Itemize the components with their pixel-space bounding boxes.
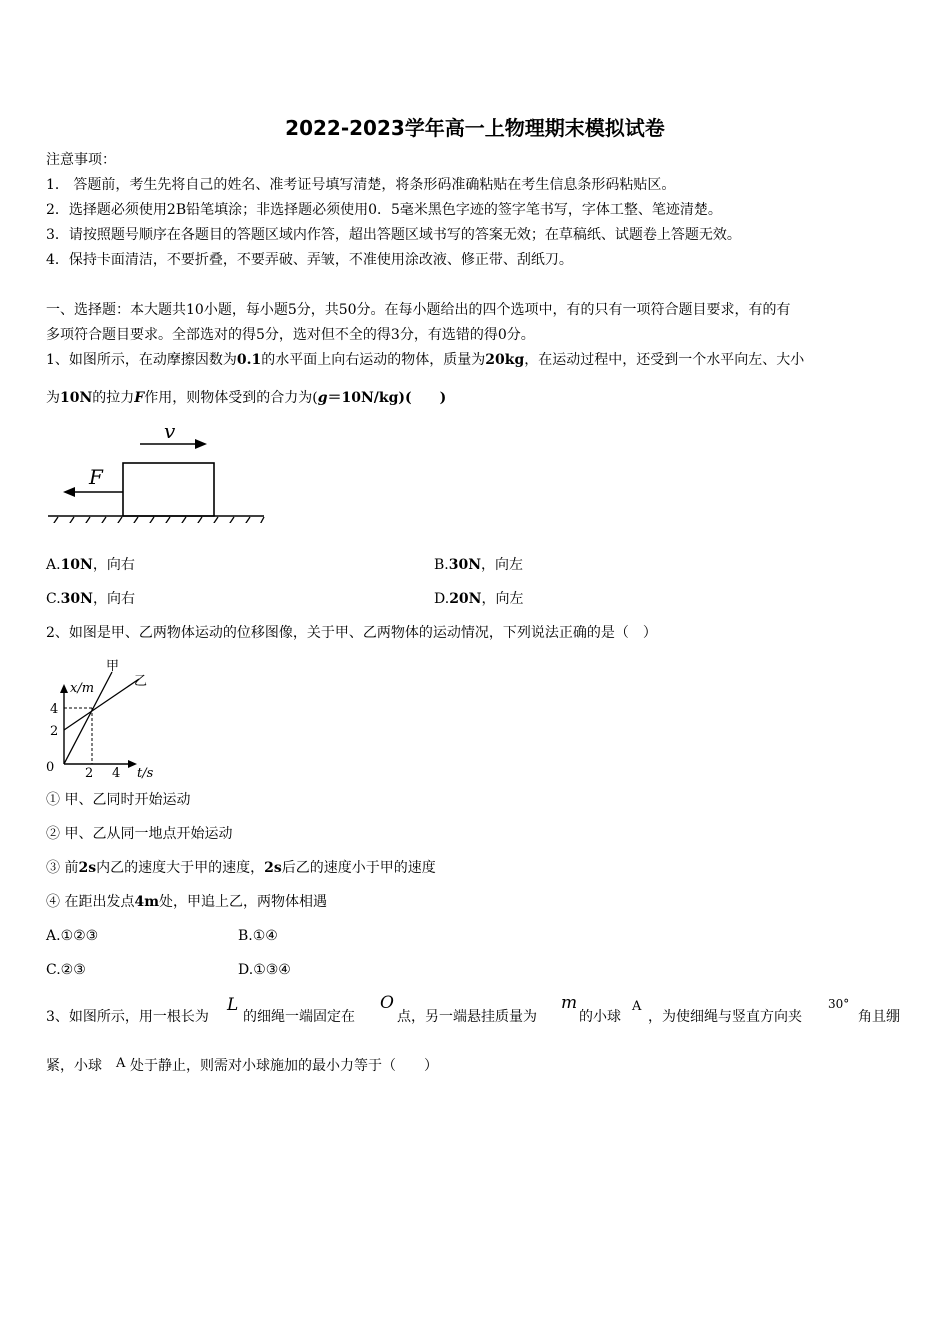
q2-statement-3: ③ 前2s内乙的速度大于甲的速度，2s后乙的速度小于甲的速度	[46, 860, 436, 876]
q2-option-a[interactable]: A.①②③	[46, 928, 99, 944]
q2-stem: 2、如图是甲、乙两物体运动的位移图像，关于甲、乙两物体的运动情况，下列说法正确的是（ ）	[46, 625, 657, 641]
section1-line1: 一、选择题：本大题共10小题，每小题5分，共50分。在每小题给出的四个选项中，有的只有一项符合题目要求，有的有	[46, 302, 791, 318]
q1-stem-line1	[46, 350, 916, 370]
q1-stem-line2	[46, 388, 916, 408]
notice-heading: 注意事项：	[46, 152, 116, 168]
q1-text: 的拉力	[92, 390, 135, 406]
graph-label-jia: 甲	[106, 659, 120, 674]
force-label: F	[89, 465, 103, 489]
notice-item-1: 1． 答题前，考生先将自己的姓名、准考证号填写清楚，将条形码准确粘贴在考生信息条形码粘贴区。	[46, 177, 676, 193]
q1-mu: 0.1	[236, 352, 262, 368]
q1-text: 1、如图所示，在动摩擦因数为	[46, 352, 237, 368]
q1-option-a[interactable]: A.10N，向右	[46, 557, 135, 573]
q1-F-symbol: F	[134, 390, 145, 406]
q3-A-symbol: A	[632, 999, 642, 1014]
q2-statement-4: ④ 在距出发点4m处，甲追上乙，两物体相遇	[46, 894, 328, 910]
page-title: 2022-2023学年高一上物理期末模拟试卷	[285, 116, 665, 140]
q3-text: 点，另一端悬挂质量为	[397, 1009, 537, 1025]
q2-statement-2: ② 甲、乙从同一地点开始运动	[46, 826, 233, 842]
notice-item-3: 3．请按照题号顺序在各题目的答题区域内作答，超出答题区域书写的答案无效；在草稿纸、试题卷上答题无效。	[46, 227, 741, 243]
q1-option-d[interactable]: D.20N，向左	[434, 591, 524, 607]
q3-text: 处于静止，则需对小球施加的最小力等于（ ）	[130, 1058, 438, 1074]
q2-statement-1: ① 甲、乙同时开始运动	[46, 792, 191, 808]
graph-xlabel: t/s	[137, 766, 154, 781]
q1-text: ＝10N/kg)( )	[327, 390, 447, 406]
q2-graph	[44, 654, 164, 782]
q1-g-symbol: g	[317, 390, 328, 406]
q3-text: 的小球	[579, 1009, 621, 1025]
velocity-label: v	[164, 419, 176, 443]
q2-option-c[interactable]: C.②③	[46, 962, 86, 978]
graph-ytick-2: 2	[50, 724, 59, 739]
graph-xtick-4: 4	[112, 766, 121, 781]
graph-label-yi: 乙	[134, 674, 148, 689]
velocity-arrowhead	[195, 439, 207, 449]
q1-text: 的水平面上向右运动的物体，质量为	[261, 352, 486, 368]
section1-line2: 多项符合题目要求。全部选对的得5分，选对但不全的得3分，有选错的得0分。	[46, 327, 535, 343]
q1-text: 作用，则物体受到的合力为(	[144, 390, 318, 406]
graph-ylabel: x/m	[70, 681, 95, 696]
notice-item-4: 4．保持卡面清洁，不要折叠，不要弄破、弄皱，不准使用涂改液、修正带、刮纸刀。	[46, 252, 573, 268]
q3-A-symbol: A	[116, 1056, 126, 1071]
q1-option-b[interactable]: B.30N，向左	[434, 557, 524, 573]
q3-O-symbol: O	[380, 993, 394, 1013]
q3-text: 3、如图所示，用一根长为	[46, 1009, 209, 1025]
q3-angle: 30°	[828, 997, 850, 1011]
q2-option-d[interactable]: D.①③④	[238, 962, 291, 978]
q1-text: ，在运动过程中，还受到一个水平向左、大小	[524, 352, 805, 368]
q3-text: ，为使细绳与竖直方向夹	[648, 1009, 802, 1025]
q3-L-symbol: L	[227, 995, 239, 1015]
q1-force: 10N	[60, 390, 93, 406]
y-axis-arrowhead	[60, 684, 68, 693]
q3-m-symbol: m	[561, 993, 578, 1013]
x-axis-arrowhead	[128, 760, 137, 768]
q2-option-b[interactable]: B.①④	[238, 928, 278, 944]
q3-text: 的细绳一端固定在	[243, 1009, 355, 1025]
graph-ytick-4: 4	[50, 702, 59, 717]
q1-figure	[44, 418, 269, 523]
q3-text: 角且绷	[858, 1009, 900, 1025]
q1-text: 为	[46, 390, 60, 406]
q3-text: 紧，小球	[46, 1058, 102, 1074]
graph-origin: 0	[46, 760, 55, 775]
q1-option-c[interactable]: C.30N，向右	[46, 591, 135, 607]
notice-item-2: 2．选择题必须使用2B铅笔填涂；非选择题必须使用0．5毫米黑色字迹的签字笔书写，字体工整、笔迹清楚。	[46, 202, 722, 218]
graph-xtick-2: 2	[85, 766, 94, 781]
force-arrowhead	[63, 487, 75, 497]
ground-hatching	[48, 517, 264, 523]
block	[123, 463, 214, 516]
q1-mass: 20kg	[485, 352, 525, 368]
